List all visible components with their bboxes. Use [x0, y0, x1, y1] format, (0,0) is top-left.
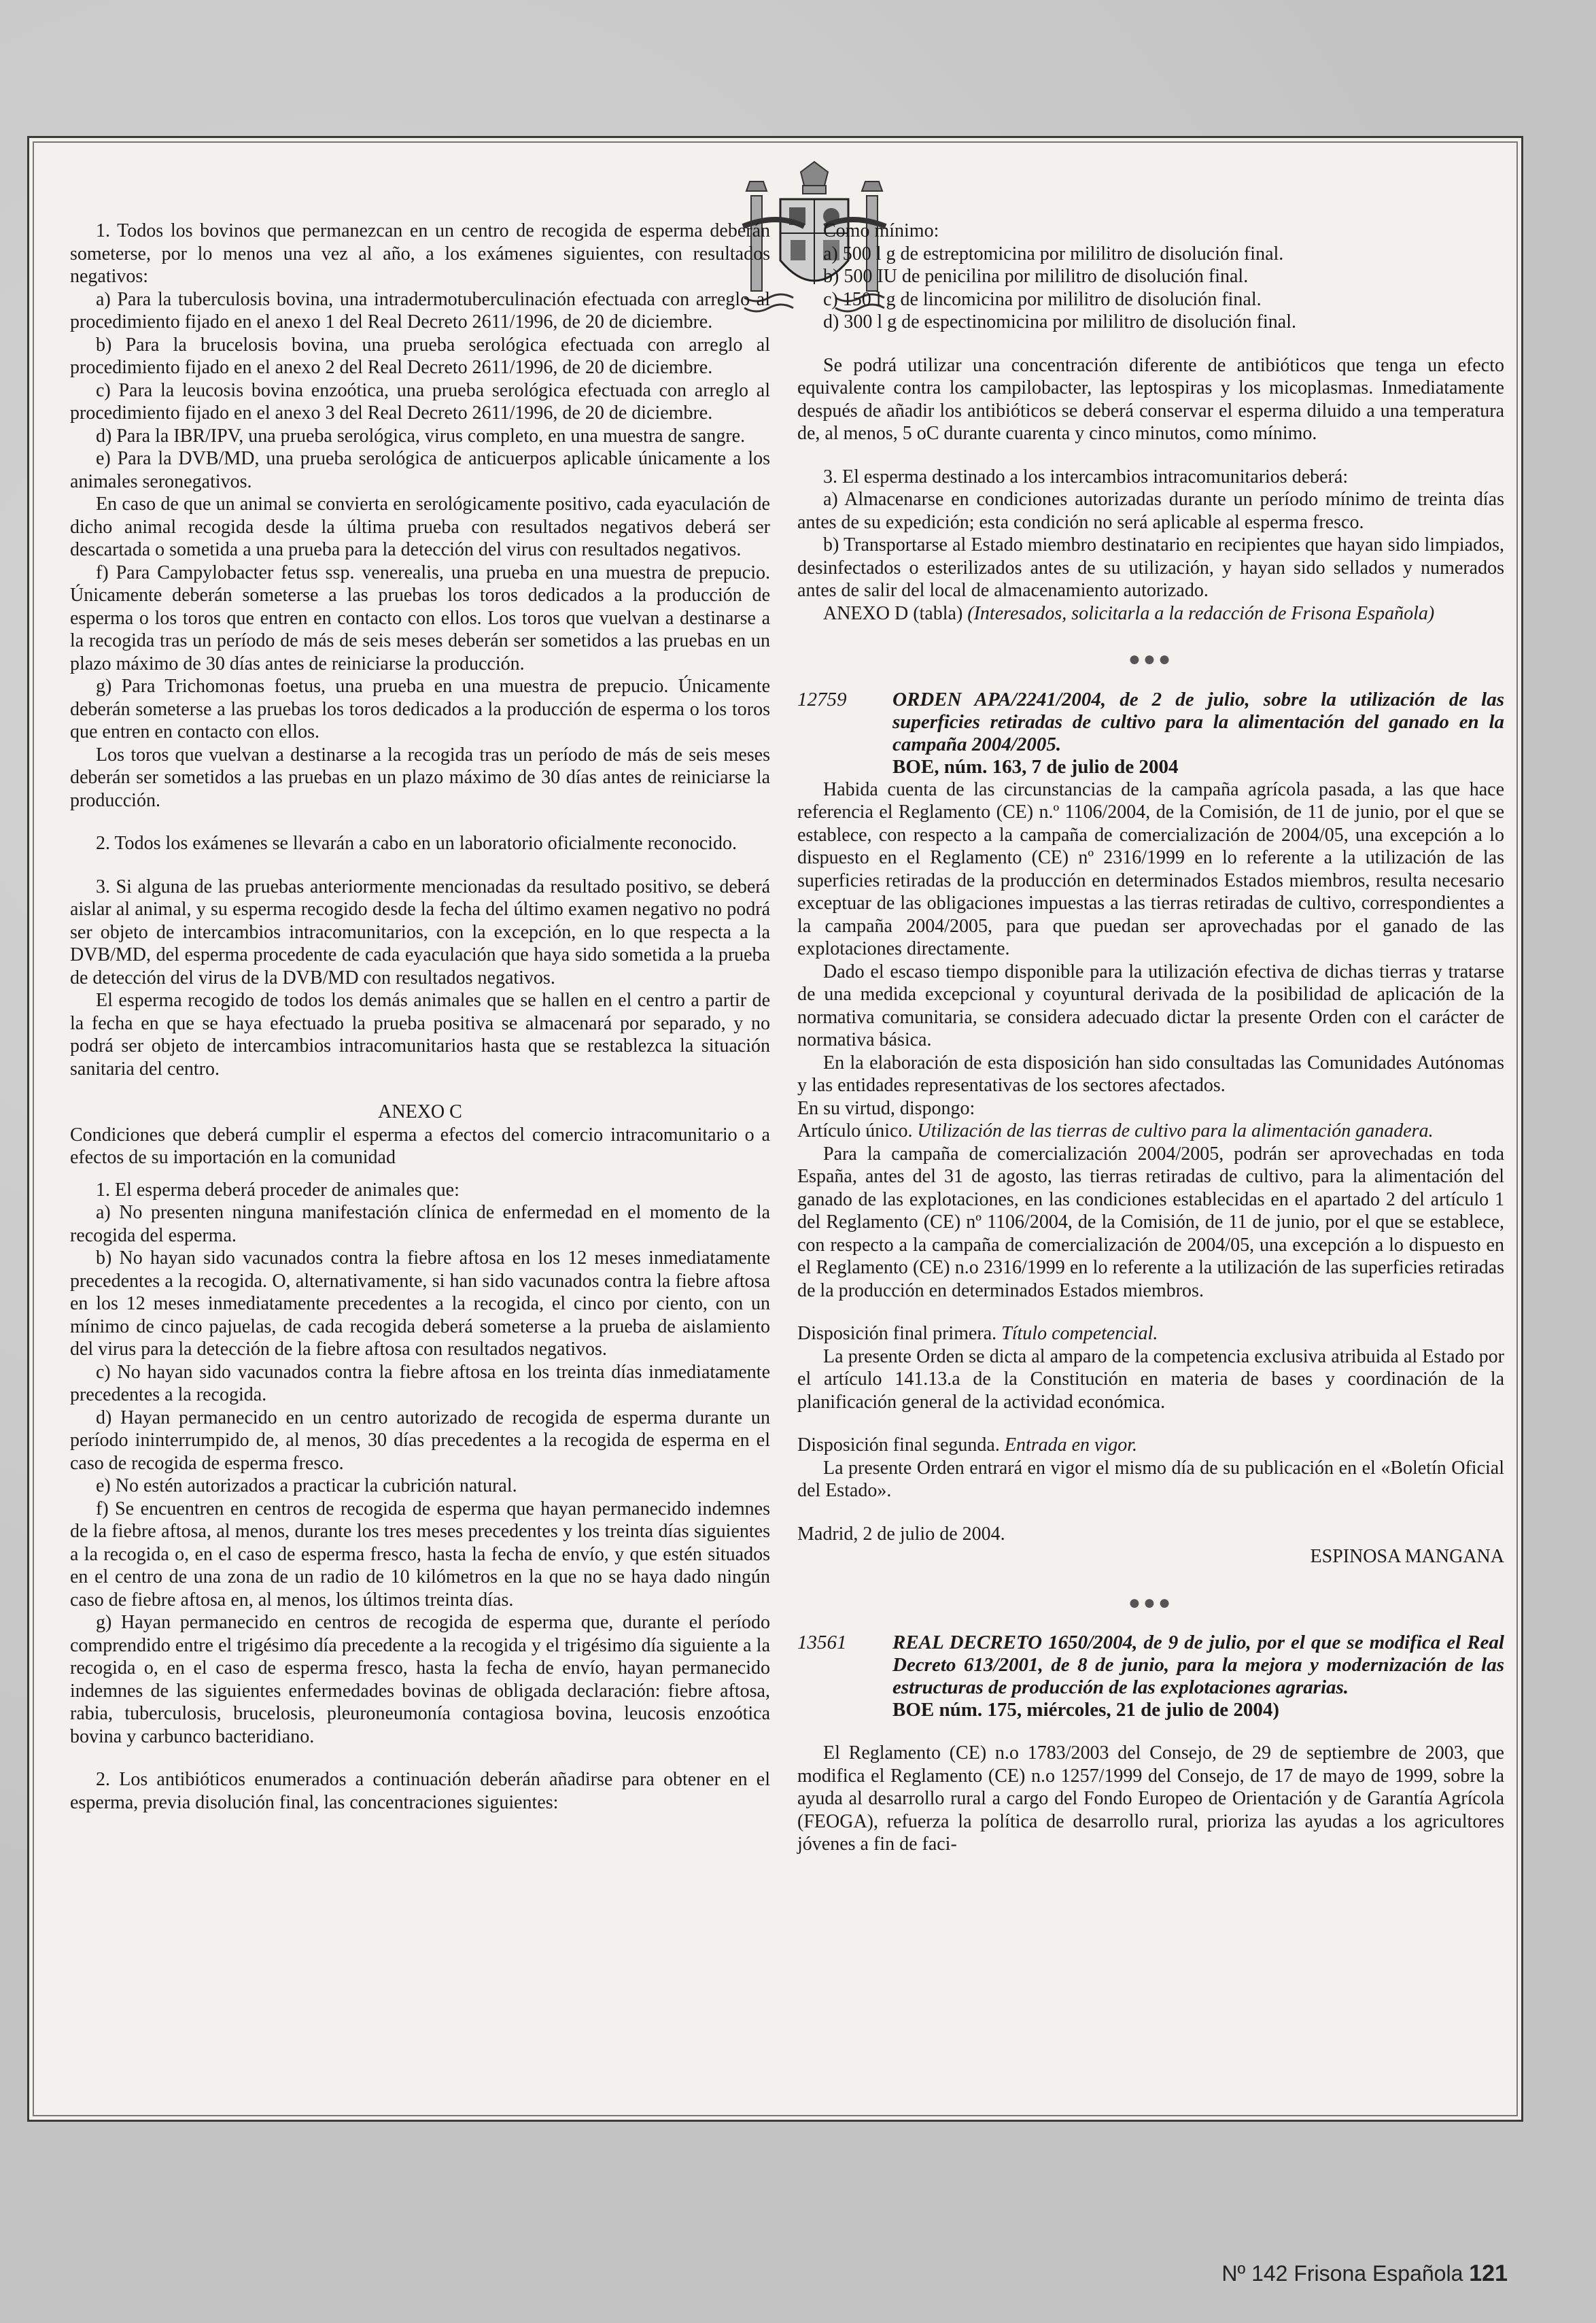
paragraph: En su virtud, dispongo: [797, 1097, 975, 1119]
paragraph: b) Transportarse al Estado miembro destinatario en recipientes que hayan sido limpiados, desinfectados o esterilizados antes de su utilización, y hayan sido sellados y numerados antes de salir del local de almacenamiento autorizado. [797, 534, 1504, 601]
paragraph: c) 150 l g de lincomicina por mililitro de disolución final. [823, 288, 1262, 310]
page-number: 121 [1469, 2260, 1508, 2286]
boe-reference: BOE, núm. 163, 7 de julio de 2004 [892, 755, 1179, 778]
annex-d-line [797, 602, 1504, 625]
paragraph: a) 500 l g de estreptomicina por mililitro de disolución final. [823, 243, 1284, 264]
paragraph: f) Se encuentren en centros de recogida de esperma que hayan permanecido indemnes de la fiebre aftosa, al menos, durante los tres meses precedentes y los treinta días siguientes a la recogida o, en el caso de esperma fresco, hasta la fecha de envío, y que estén situados en el centro de una zona de un radio de 10 kilómetros en la que no se haya dado ningún caso de fiebre aftosa en, al menos, los últimos treinta días. [70, 1498, 770, 1611]
final-provision-title: Entrada en vigor. [1004, 1434, 1138, 1456]
paragraph: d) Hayan permanecido en un centro autorizado de recogida de esperma durante un período ininterrumpido de, al menos, 30 días precedentes a la recogida de esperma en el caso de recogida de esperma fresco. [70, 1407, 770, 1474]
paragraph: c) Para la leucosis bovina enzoótica, una prueba serológica efectuada con arreglo al procedimiento fijado en el anexo 3 del Real Decreto 2611/1996, de 20 de diciembre. [70, 379, 770, 424]
paragraph: Se podrá utilizar una concentración diferente de antibióticos que tenga un efecto equivalente contra los campilobacter, las leptospiras y los micoplasmas. Inmediatamente después de añadir los antibióticos se deberá conservar el esperma diluido a una temperatura de, al menos, 5 oC durante cuarenta y cinco minutos, como mínimo. [797, 354, 1504, 444]
decree-title: REAL DECRETO 1650/2004, de 9 de julio, por el que se modifica el Real Decreto 613/2001, de 8 de junio, para la mejora y modernización de las estructuras de producción de las explotaciones agrarias. [892, 1632, 1504, 1698]
boe-reference: BOE núm. 175, miércoles, 21 de julio de 2004) [892, 1699, 1279, 1721]
separator: ●●● [1128, 1591, 1174, 1614]
article-heading [797, 1120, 1504, 1143]
paragraph: d) Para la IBR/IPV, una prueba serológica, virus completo, en una muestra de sangre. [96, 425, 746, 447]
article-label: Artículo único. [797, 1120, 913, 1141]
annex-c-subtitle: Condiciones que deberá cumplir el esperma a efectos del comercio intracomunitario o a efectos de su importación en la comunidad [70, 1124, 770, 1168]
date-line: Madrid, 2 de julio de 2004. [797, 1523, 1005, 1545]
final-provision-label: Disposición final primera. [797, 1323, 997, 1344]
paragraph: b) 500 IU de penicilina por mililitro de disolución final. [823, 266, 1249, 287]
paragraph: a) Almacenarse en condiciones autorizadas durante un período mínimo de treinta días antes de su expedición; esta condición no será aplicable al esperma fresco. [797, 489, 1504, 533]
final-provision-heading [797, 1322, 1504, 1345]
paragraph: Dado el escaso tiempo disponible para la utilización efectiva de dichas tierras y tratarse de una medida excepcional y coyuntural derivada de la posibilidad de aplicación de la normativa comunitaria, se considera adecuado dictar la presente Orden con el carácter de normativa básica. [797, 961, 1504, 1050]
paragraph: g) Para Trichomonas foetus, una prueba en una muestra de prepucio. Únicamente deberán someterse a las pruebas los toros dedicados a la producción de esperma o los toros que entren en contacto con ellos. [70, 676, 770, 742]
paragraph: 2. Los antibióticos enumerados a continuación deberán añadirse para obtener en el esperma, previa disolución final, las concentraciones siguientes: [70, 1769, 770, 1813]
annex-d-label: ANEXO D (tabla) [823, 602, 963, 624]
paragraph: c) No hayan sido vacunados contra la fiebre aftosa en los treinta días inmediatamente precedentes a la recogida. [70, 1361, 770, 1405]
final-provision-heading [797, 1434, 1504, 1457]
paragraph: 3. Si alguna de las pruebas anteriormente mencionadas da resultado positivo, se deberá aislar al animal, y su esperma recogido desde la fecha del último examen negativo no podrá ser objeto de intercambios intracomunitarios, con la excepción, en lo que respecta a la DVB/MD, del esperma procedente de cada eyaculación que haya sido sometida a la prueba de detección del virus de la DVB/MD con resultados negativos. [70, 876, 770, 988]
annex-d-note: (Interesados, solicitarla a la redacción de Frisona Española) [967, 602, 1435, 624]
paragraph: b) No hayan sido vacunados contra la fiebre aftosa en los 12 meses inmediatamente precedentes a la recogida. O, alternativamente, si han sido vacunados contra la fiebre aftosa en los 12 meses inmediatamente precedentes a la recogida, el cinco por ciento, con un mínimo de cinco pajuelas, de cada recogida deberá someterse a la prueba de aislamiento del virus para la detección de la fiebre aftosa con resultados negativos. [70, 1247, 770, 1360]
article-title: Utilización de las tierras de cultivo para la alimentación ganadera. [917, 1120, 1434, 1141]
order-title: ORDEN APA/2241/2004, de 2 de julio, sobre la utilización de las superficies retiradas de cultivo para la alimentación del ganado en la campaña 2004/2005. [892, 688, 1504, 755]
paragraph: b) Para la brucelosis bovina, una prueba serológica efectuada con arreglo al procedimiento fijado en el anexo 2 del Real Decreto 2611/1996, de 20 de diciembre. [70, 334, 770, 378]
magazine-name: Frisona Española [1294, 2261, 1463, 2286]
paragraph: En la elaboración de esta disposición han sido consultadas las Comunidades Autónomas y las entidades representativas de los sectores afectados. [797, 1052, 1504, 1096]
paragraph: e) Para la DVB/MD, una prueba serológica de anticuerpos aplicable únicamente a los animales seronegativos. [70, 448, 770, 492]
paragraph: La presente Orden se dicta al amparo de la competencia exclusiva atribuida al Estado por el artículo 141.13.a de la Constitución en materia de bases y coordinación de la planificación general de la actividad económica. [797, 1345, 1504, 1413]
paragraph: 3. El esperma destinado a los intercambios intracomunitarios deberá: [823, 466, 1349, 487]
decree-title-block [892, 1632, 1504, 1721]
order-heading [797, 689, 1504, 778]
issue-number: Nº 142 [1221, 2261, 1288, 2286]
paragraph: El Reglamento (CE) n.o 1783/2003 del Consejo, de 29 de septiembre de 2003, que modifica el Reglamento (CE) n.o 1257/1999 del Consejo, de 17 de mayo de 1999, sobre la ayuda al desarrollo rural a cargo del Fondo Europeo de Orientación y de Garantía Agrícola (FEOGA), refuerza la política de desarrollo rural, prioriza las ayudas a los agricultores jóvenes a fin de faci- [797, 1742, 1504, 1855]
paragraph: 1. El esperma deberá proceder de animales que: [96, 1179, 459, 1201]
paragraph: a) No presenten ninguna manifestación clínica de enfermedad en el momento de la recogida del esperma. [70, 1202, 770, 1246]
order-number: 12759 [797, 688, 847, 710]
paragraph: Para la campaña de comercialización 2004/2005, podrán ser aprovechadas en toda España, antes del 31 de agosto, las tierras retiradas de cultivo, para la alimentación del ganado de las explotaciones, en las condiciones establecidas en el apartado 2 del artículo 1 del Reglamento (CE) nº 1106/2004, de la Comisión, de 11 de junio, por el que se establece, con respecto a la campaña de comercialización de 2004/05, una excepción a lo dispuesto en el Reglamento (CE) n.o 2316/1999 en lo referente a la utilización de las superficies retiradas de la producción en determinados Estados miembros. [797, 1143, 1504, 1301]
paragraph: En caso de que un animal se convierta en serológicamente positivo, cada eyaculación de dicho animal recogida desde la última prueba con resultados negativos deberá ser descartada o sometida a una prueba para la detección del virus con resultados negativos. [70, 494, 770, 560]
paragraph: f) Para Campylobacter fetus ssp. venerealis, una prueba en una muestra de prepucio. Únicamente deberán someterse a las pruebas los toros dedicados a la producción de esperma o los toros que entren en contacto con ellos. Los toros que vuelvan a destinarse a la recogida tras un período de más de seis meses deberán ser sometidos a las pruebas en un plazo máximo de 30 días antes de reiniciarse la producción. [70, 562, 770, 674]
paragraph: Habida cuenta de las circunstancias de la campaña agrícola pasada, a las que hace referencia el Reglamento (CE) n.º 1106/2004, de la Comisión, de 11 de junio, por el que se establece, con respecto a la campaña de comercialización de 2004/05, una excepción a lo dispuesto en el Reglamento (CE) nº 2316/1999 en lo referente a la utilización de las superficies retiradas de la producción en determinados Estados miembros, resulta necesario exceptuar de las obligaciones impuestas a las tierras retiradas de cultivo, correspondientes a la campaña 2004/2005, para que puedan ser aprovechadas por el ganado de las explotaciones directamente. [797, 778, 1504, 959]
final-provision-title: Título competencial. [1001, 1323, 1158, 1344]
left-column [70, 220, 770, 1814]
paragraph: 1. Todos los bovinos que permanezcan en un centro de recogida de esperma deberán someterse, por lo menos una vez al año, a los exámenes siguientes, con resultados negativos: [70, 220, 770, 287]
decree-number: 13561 [797, 1632, 847, 1653]
signature: ESPINOSA MANGANA [1310, 1546, 1504, 1567]
paragraph: d) 300 l g de espectinomicina por mililitro de disolución final. [823, 311, 1296, 332]
page-footer [1221, 2260, 1508, 2287]
right-column [797, 220, 1504, 1856]
paragraph: Como mínimo: [823, 220, 939, 241]
annex-c-heading: ANEXO C [378, 1101, 462, 1122]
separator: ●●● [1128, 648, 1174, 670]
final-provision-label: Disposición final segunda. [797, 1434, 1000, 1456]
paragraph: a) Para la tuberculosis bovina, una intradermotuberculinación efectuada con arreglo al procedimiento fijado en el anexo 1 del Real Decreto 2611/1996, de 20 de diciembre. [70, 288, 770, 332]
paragraph: 2. Todos los exámenes se llevarán a cabo en un laboratorio oficialmente reconocido. [96, 833, 737, 854]
document-page [27, 136, 1523, 2122]
paragraph: Los toros que vuelvan a destinarse a la recogida tras un período de más de seis meses deberán ser sometidos a las pruebas en un plazo máximo de 30 días antes de reiniciarse la producción. [70, 744, 770, 811]
paragraph: g) Hayan permanecido en centros de recogida de esperma que, durante el período comprendido entre el trigésimo día precedente a la recogida y el trigésimo día siguiente a la recogida o, en el caso de esperma fresco, hasta la fecha de envío, hayan permanecido indemnes de las siguientes enfermedades bovinas de obligada declaración: fiebre aftosa, rabia, tuberculosis, brucelosis, pleuroneumonía contagiosa bovina, leucosis enzoótica bovina y carbunco bacteridiano. [70, 1612, 770, 1747]
order-title-block [892, 689, 1504, 778]
paragraph: e) No estén autorizados a practicar la cubrición natural. [96, 1475, 517, 1496]
paragraph: La presente Orden entrará en vigor el mismo día de su publicación en el «Boletín Oficial del Estado». [797, 1457, 1504, 1501]
decree-heading [797, 1632, 1504, 1721]
paragraph: El esperma recogido de todos los demás animales que se hallen en el centro a partir de la fecha en que se haya efectuado la prueba positiva se almacenará por separado, y no podrá ser objeto de intercambios intracomunitarios hasta que se restablezca la situación sanitaria del centro. [70, 990, 770, 1080]
